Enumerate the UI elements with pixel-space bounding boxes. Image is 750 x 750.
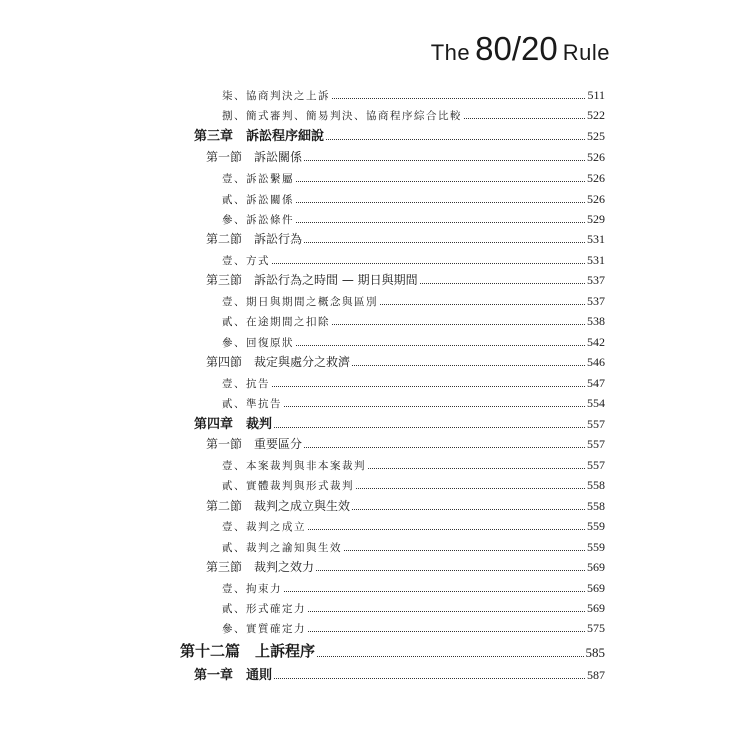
toc-entry-page: 554 <box>587 396 605 410</box>
toc-entry-label: 壹、訴訟繫屬 <box>222 173 294 185</box>
dot-leader <box>332 97 585 99</box>
toc-entry-label: 第十二篇 上訴程序 <box>180 642 316 660</box>
dot-leader <box>308 630 585 632</box>
toc-entry-page: 569 <box>587 601 605 615</box>
toc-entry-page: 569 <box>587 581 605 595</box>
toc-entry-page: 569 <box>587 560 605 574</box>
toc-section <box>206 496 605 514</box>
toc-entry-page: 526 <box>587 150 605 164</box>
toc-item <box>222 209 605 227</box>
toc-entry-label: 第三章 訴訟程序細說 <box>194 129 325 144</box>
toc-entry-label: 壹、裁判之成立 <box>222 521 306 533</box>
toc-item <box>222 85 605 103</box>
toc-entry-label: 貳、訴訟關係 <box>222 194 294 206</box>
toc-entry-page: 559 <box>587 519 605 533</box>
toc-entry-label: 貳、在途期間之扣除 <box>222 316 330 328</box>
toc-entry-label: 貳、實體裁判與形式裁判 <box>222 480 354 492</box>
toc-entry-label: 第二節 訴訟行為 <box>206 232 303 246</box>
toc-section <box>206 434 605 452</box>
toc-entry-label: 壹、期日與期間之概念與區別 <box>222 296 378 308</box>
header-number: 80/20 <box>475 30 558 67</box>
toc-entry-label: 第四章 裁判 <box>194 417 273 432</box>
dot-leader <box>284 590 585 592</box>
toc-entry-page: 526 <box>587 192 605 206</box>
dot-leader <box>352 364 585 366</box>
toc-item <box>222 455 605 473</box>
toc-entry-label: 參、訴訟條件 <box>222 214 294 226</box>
toc-entry-page: 546 <box>587 355 605 369</box>
dot-leader <box>308 610 585 612</box>
toc-entry-page: 522 <box>587 108 605 122</box>
toc-entry-label: 參、回復原狀 <box>222 337 294 349</box>
toc-chapter <box>194 126 605 144</box>
toc-entry-label: 壹、抗告 <box>222 378 270 390</box>
toc-item <box>222 598 605 616</box>
toc-entry-page: 557 <box>587 458 605 472</box>
header-the: The <box>430 40 471 65</box>
toc-entry-label: 第一節 重要區分 <box>206 437 303 451</box>
toc-entry-page: 526 <box>587 171 605 185</box>
toc-chapter <box>194 665 605 683</box>
toc-entry-page: 558 <box>587 478 605 492</box>
toc-entry-page: 559 <box>587 540 605 554</box>
dot-leader <box>352 508 585 510</box>
toc-entry-page: 575 <box>587 621 605 635</box>
toc-chapter <box>194 414 605 432</box>
dot-leader <box>308 528 585 530</box>
dot-leader <box>316 569 585 571</box>
toc-entry-page: 529 <box>587 212 605 226</box>
toc-entry-label: 第四節 裁定與處分之救濟 <box>206 355 351 369</box>
toc-entry-label: 柒、協商判決之上訴 <box>222 90 330 102</box>
toc-entry-page: 547 <box>587 376 605 390</box>
toc-entry-label: 第二節 裁判之成立與生效 <box>206 499 351 513</box>
toc-entry-label: 貳、形式確定力 <box>222 603 306 615</box>
dot-leader <box>464 117 585 119</box>
dot-leader <box>296 201 585 203</box>
toc-entry-label: 第一章 通則 <box>194 668 273 683</box>
dot-leader <box>420 282 585 284</box>
toc-item <box>222 516 605 534</box>
toc-entry-page: 531 <box>587 232 605 246</box>
dot-leader <box>284 405 585 407</box>
toc-entry-page: 542 <box>587 335 605 349</box>
toc-item <box>222 250 605 268</box>
toc-section <box>206 352 605 370</box>
toc-item <box>222 373 605 391</box>
toc-entry-label: 貳、裁判之諭知與生效 <box>222 542 342 554</box>
dot-leader <box>304 446 585 448</box>
dot-leader <box>296 180 585 182</box>
toc-item <box>222 475 605 493</box>
toc-item <box>222 189 605 207</box>
toc-entry-page: 585 <box>585 645 605 660</box>
toc-entry-label: 壹、本案裁判與非本案裁判 <box>222 460 366 472</box>
dot-leader <box>304 159 585 161</box>
dot-leader <box>274 426 585 428</box>
toc-entry-page: 537 <box>587 294 605 308</box>
toc-entry-page: 557 <box>587 417 605 431</box>
dot-leader <box>274 677 585 679</box>
dot-leader <box>368 467 585 469</box>
toc-entry-page: 538 <box>587 314 605 328</box>
toc-section <box>206 270 605 288</box>
header-rule: Rule <box>562 40 610 65</box>
toc-entry-page: 537 <box>587 273 605 287</box>
toc-section <box>206 229 605 247</box>
toc-entry-page: 557 <box>587 437 605 451</box>
dot-leader <box>296 221 585 223</box>
toc-item <box>222 578 605 596</box>
toc-item <box>222 105 605 123</box>
table-of-contents <box>0 85 750 695</box>
toc-section <box>206 147 605 165</box>
toc-entry-label: 捌、簡式審判、簡易判決、協商程序綜合比較 <box>222 110 462 122</box>
dot-leader <box>332 323 585 325</box>
dot-leader <box>296 344 585 346</box>
toc-entry-label: 第三節 裁判之效力 <box>206 560 315 574</box>
toc-entry-label: 壹、方式 <box>222 255 270 267</box>
toc-entry-page: 531 <box>587 253 605 267</box>
toc-entry-page: 587 <box>587 668 605 682</box>
toc-part <box>180 643 605 661</box>
toc-item <box>222 311 605 329</box>
toc-item <box>222 393 605 411</box>
dot-leader <box>272 262 585 264</box>
toc-entry-label: 貳、準抗告 <box>222 398 282 410</box>
toc-item <box>222 332 605 350</box>
toc-entry-label: 壹、拘束力 <box>222 583 282 595</box>
dot-leader <box>326 138 585 140</box>
dot-leader <box>317 655 583 657</box>
toc-entry-label: 第三節 訴訟行為之時間 — 期日與期間 <box>206 273 418 287</box>
dot-leader <box>272 385 585 387</box>
toc-item <box>222 291 605 309</box>
toc-item <box>222 168 605 186</box>
dot-leader <box>344 549 585 551</box>
dot-leader <box>380 303 585 305</box>
toc-entry-page: 525 <box>587 129 605 143</box>
toc-entry-label: 第一節 訴訟關係 <box>206 150 303 164</box>
toc-item <box>222 618 605 636</box>
toc-item <box>222 537 605 555</box>
dot-leader <box>356 487 585 489</box>
toc-entry-page: 511 <box>587 88 605 102</box>
dot-leader <box>304 241 585 243</box>
running-header <box>431 30 610 68</box>
toc-entry-label: 參、實質確定力 <box>222 623 306 635</box>
toc-entry-page: 558 <box>587 499 605 513</box>
toc-section <box>206 557 605 575</box>
